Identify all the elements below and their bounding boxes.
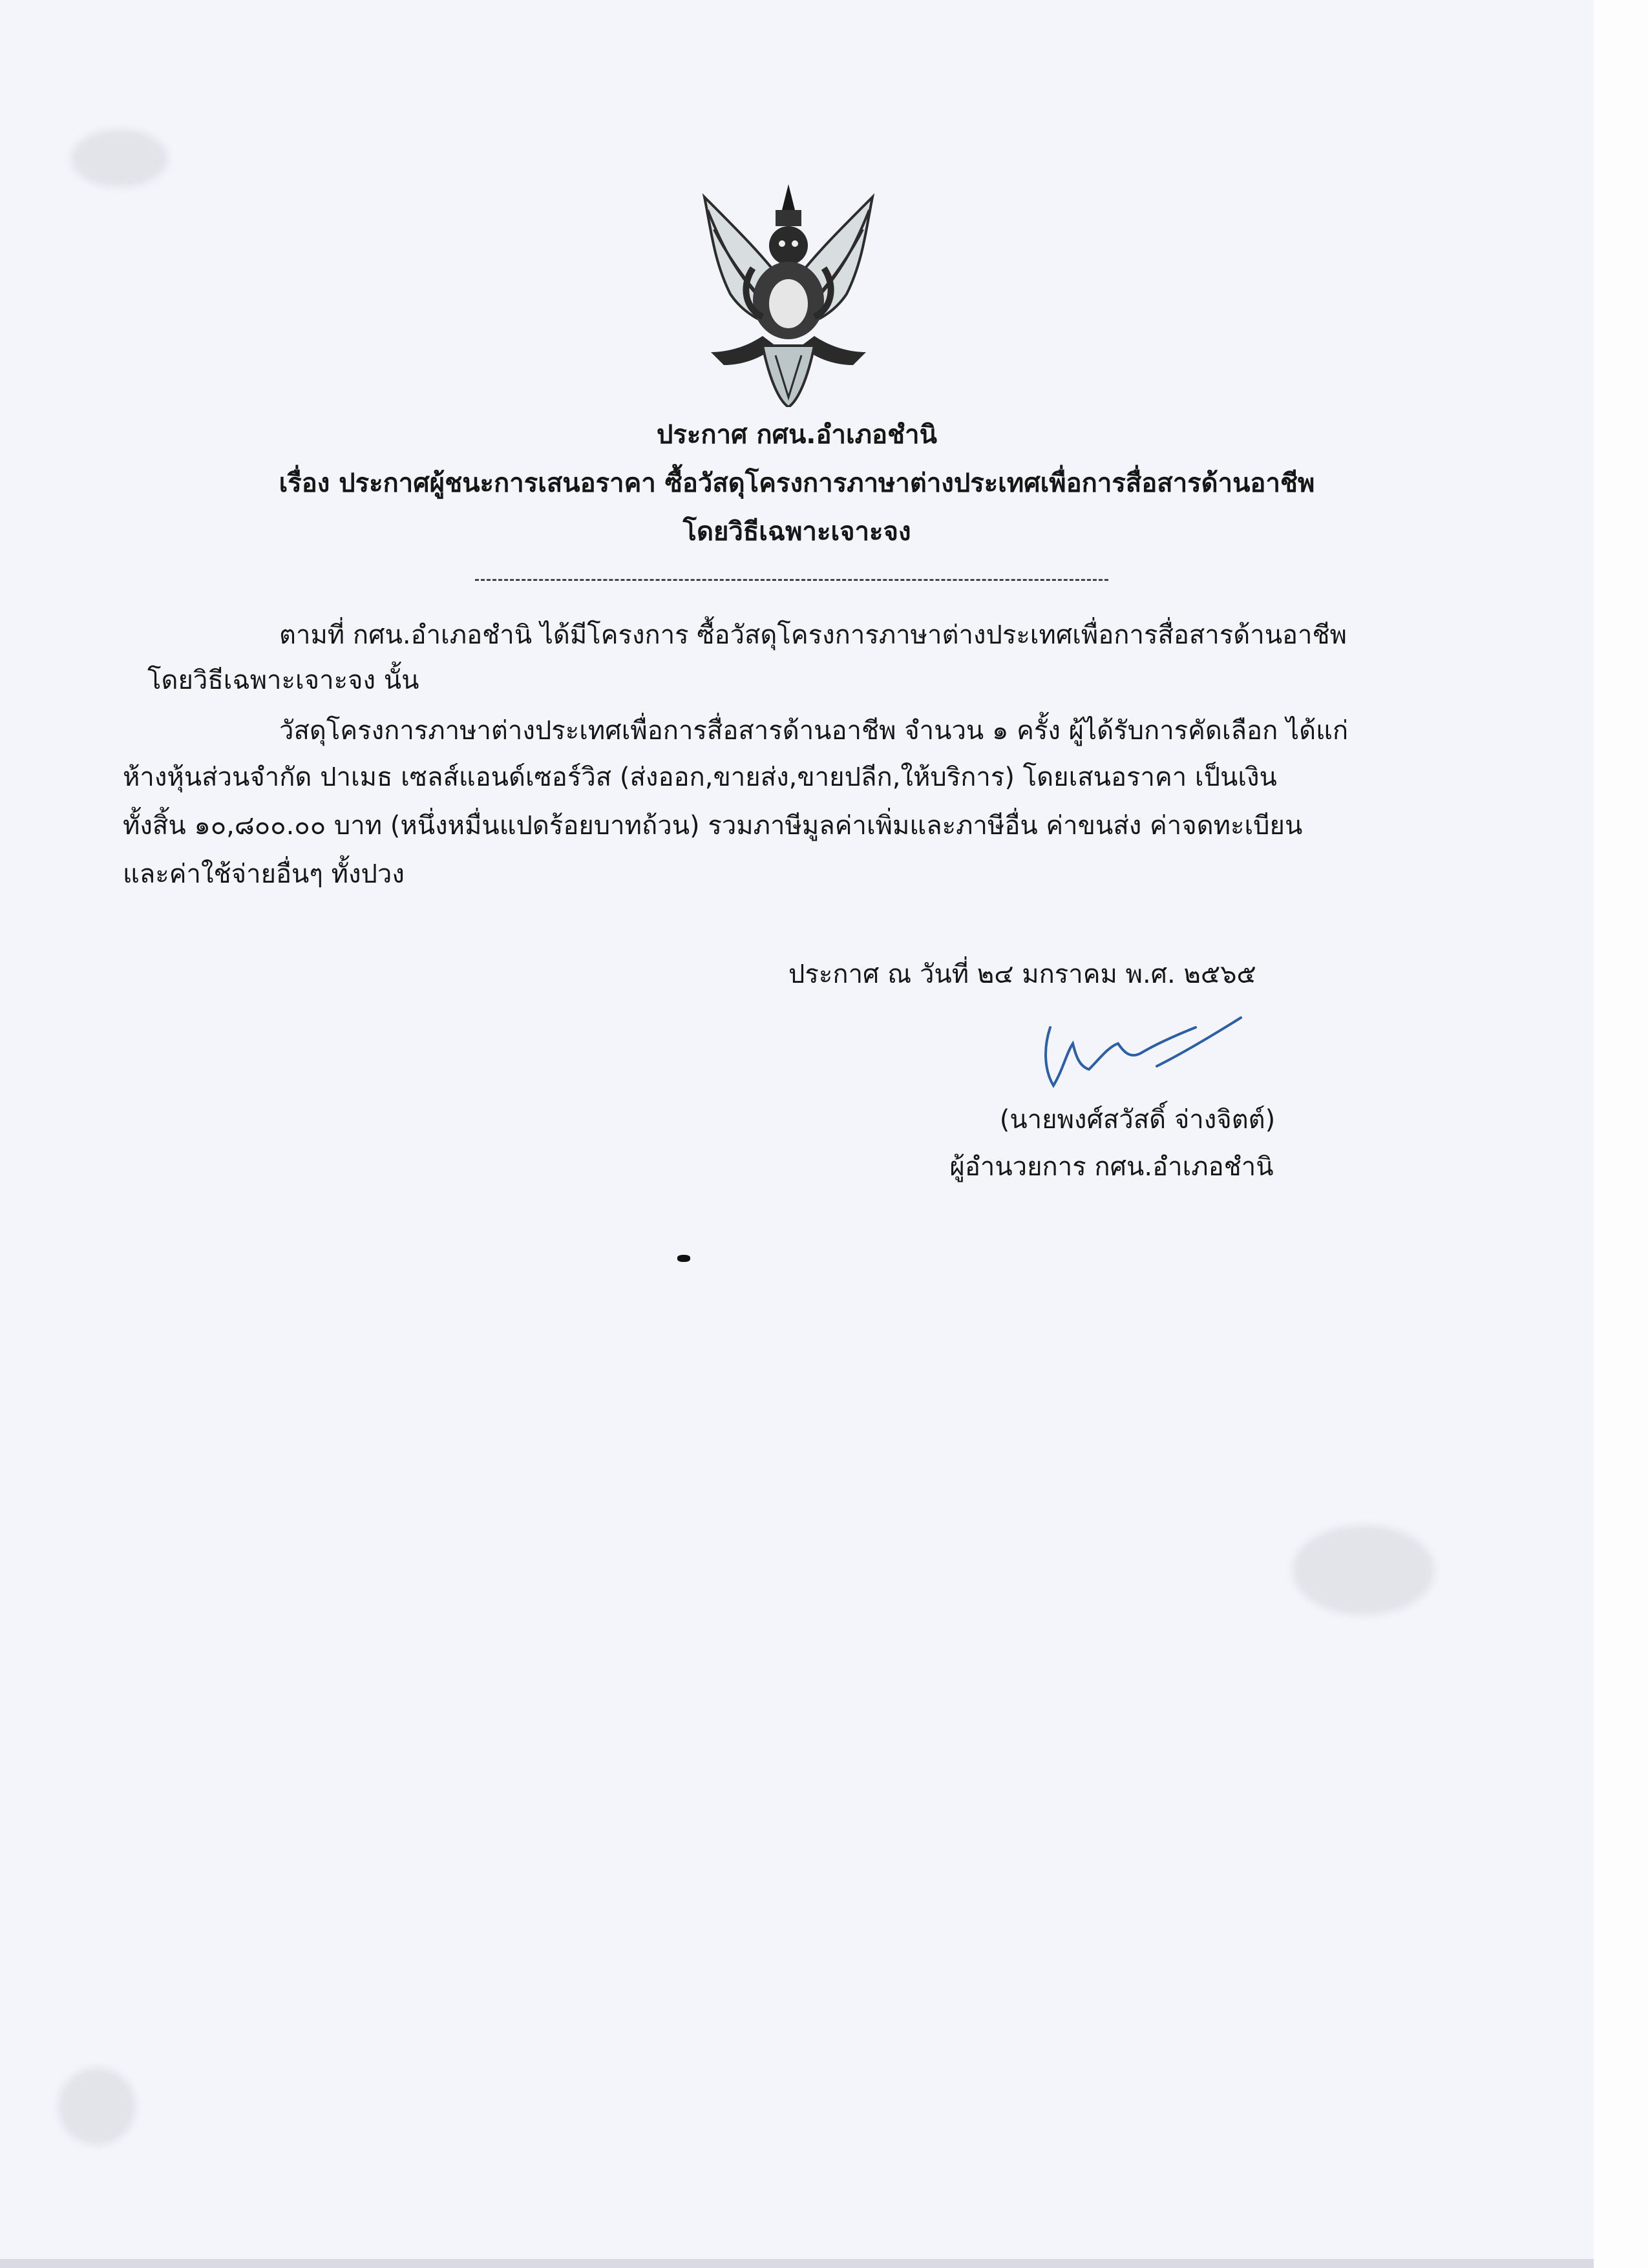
signer-position: ผู้อำนวยการ กศน.อำเภอชำนิ	[949, 1152, 1274, 1182]
subject-line: เรื่อง ประกาศผู้ชนะการเสนอราคา ซื้อวัสดุโครงการภาษาต่างประเทศเพื่อการสื่อสารด้านอาชีพ	[279, 468, 1315, 498]
scan-smudge	[71, 129, 168, 187]
garuda-emblem-icon	[685, 184, 892, 407]
handwritten-signature	[1028, 1008, 1247, 1098]
body-line-4: ห้างหุ้นส่วนจำกัด ปาเมธ เซลส์แอนด์เซอร์วิส (ส่งออก,ขายส่ง,ขายปลีก,ให้บริการ) โดยเสนอราคา เป็นเงิน	[123, 762, 1277, 792]
paper-edge	[1594, 0, 1648, 2268]
scan-smudge	[58, 2068, 136, 2145]
body-line-3: วัสดุโครงการภาษาต่างประเทศเพื่อการสื่อสารด้านอาชีพ จำนวน ๑ ครั้ง ผู้ได้รับการคัดเลือก ได้แก่	[279, 716, 1349, 746]
body-line-1: ตามที่ กศน.อำเภอชำนิ ได้มีโครงการ ซื้อวัสดุโครงการภาษาต่างประเทศเพื่อการสื่อสารด้านอาชีพ	[279, 620, 1347, 650]
scan-bottom-edge	[0, 2259, 1594, 2268]
body-line-6: และค่าใช้จ่ายอื่นๆ ทั้งปวง	[123, 859, 405, 889]
announcement-date: ประกาศ ณ วันที่ ๒๔ มกราคม พ.ศ. ๒๕๖๕	[788, 960, 1256, 989]
scan-smudge	[1293, 1525, 1435, 1615]
body-line-5: ทั้งสิ้น ๑๐,๘๐๐.๐๐ บาท (หนึ่งหมื่นแปดร้อยบาทถ้วน) รวมภาษีมูลค่าเพิ่มและภาษีอื่น ค่าขนส่ง ค่าจดทะเบียน	[123, 811, 1303, 841]
subject-method: โดยวิธีเฉพาะเจาะจง	[682, 517, 911, 547]
ink-dot	[677, 1255, 690, 1262]
signer-name: (นายพงศ์สวัสดิ์ จ่างจิตต์)	[999, 1105, 1276, 1135]
page-title: ประกาศ กศน.อำเภอชำนิ	[656, 420, 937, 450]
divider	[475, 579, 1108, 581]
body-line-2: โดยวิธีเฉพาะเจาะจง นั้น	[147, 666, 419, 695]
